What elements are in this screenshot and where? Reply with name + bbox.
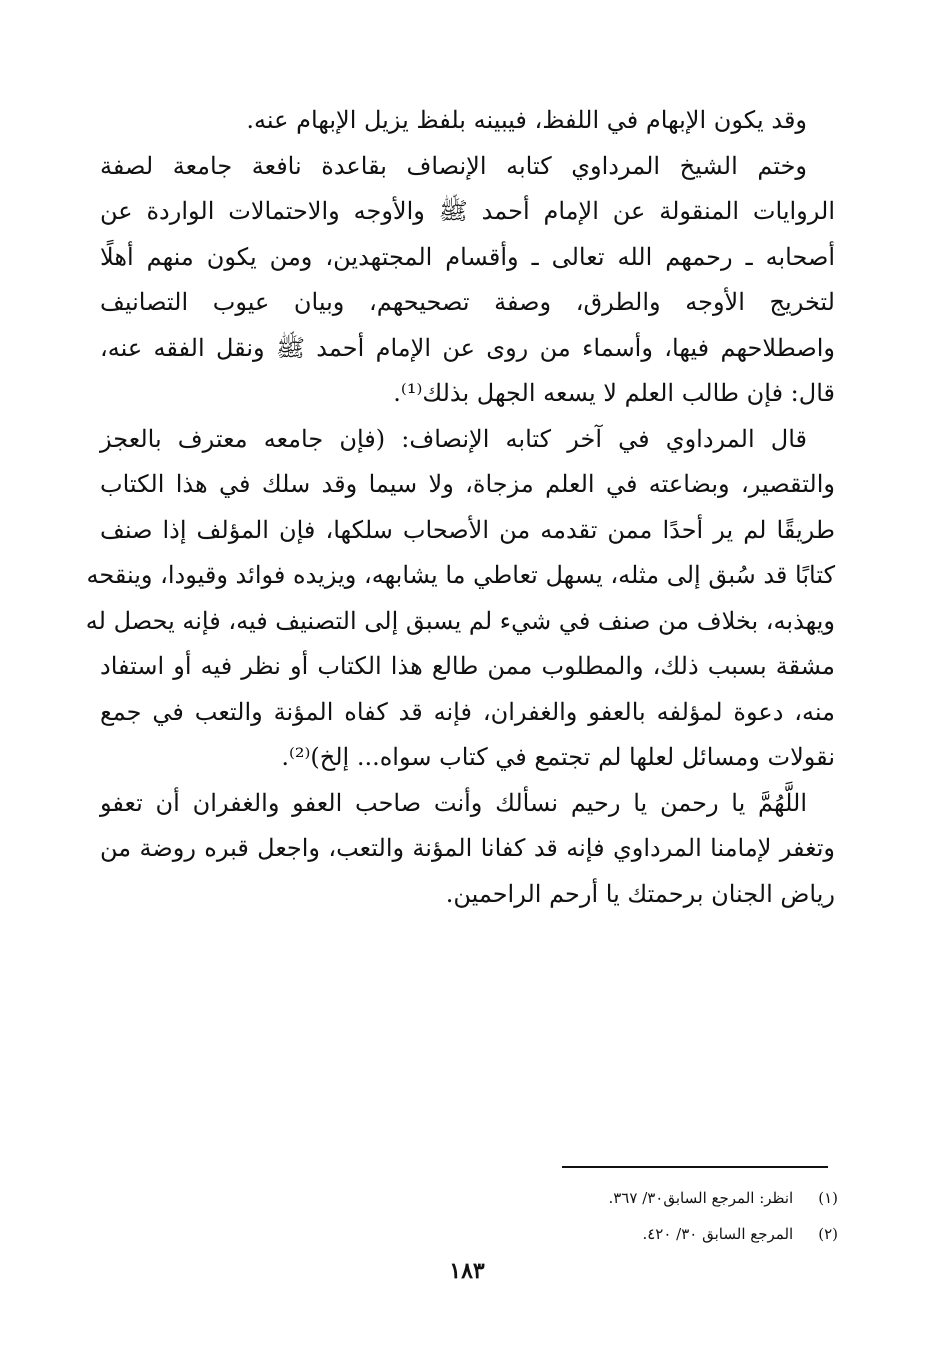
- text-line: نقولات ومسائل لعلها لم تجتمع في كتاب سواه... إلخ)⁽²⁾.: [281, 743, 835, 771]
- footnote-number: (١): [818, 1189, 838, 1207]
- footnotes: [430, 1180, 838, 1252]
- footnote-separator: [562, 1166, 828, 1168]
- text-line: وختم الشيخ المرداوي كتابه الإنصاف بقاعدة نافعة جامعة لصفة: [100, 151, 807, 180]
- text-line: وتغفر لإمامنا المرداوي فإنه قد كفانا المؤنة والتعب، واجعل قبره روضة من: [100, 834, 835, 862]
- text-line: كتابًا قد سُبق إلى مثله، يسهل تعاطي ما يشابهه، ويزيده فوائد وقيودا، وينقحه: [86, 561, 835, 589]
- footnote: [430, 1216, 838, 1252]
- text-line: لتخريج الأوجه والطرق، وصفة تصحيحهم، وبيان عيوب التصانيف: [100, 288, 835, 316]
- footnote: [430, 1180, 838, 1216]
- footnote-text: انظر: المرجع السابق٣٠/ ٣٦٧.: [608, 1189, 794, 1207]
- text-line: واصطلاحهم فيها، وأسماء من روى عن الإمام أحمد ﷺ ونقل الفقه عنه،: [100, 333, 835, 362]
- text-line: اللَّهُمَّ يا رحمن يا رحيم نسألك وأنت صاحب العفو والغفران أن تعفو: [100, 788, 807, 817]
- text-line: قال: فإن طالب العلم لا يسعه الجهل بذلك⁽¹⁾.: [393, 379, 835, 407]
- text-line: ويهذبه، بخلاف من صنف في شيء لم يسبق إلى التصنيف فيه، فإنه يحصل له: [85, 606, 835, 635]
- main-text: [85, 98, 835, 917]
- text-line: رياض الجنان برحمتك يا أرحم الراحمين.: [445, 879, 835, 908]
- text-line: قال المرداوي في آخر كتابه الإنصاف: (فإن جامعه معترف بالعجز: [100, 424, 807, 453]
- text-line: وقد يكون الإبهام في اللفظ، فيبينه بلفظ يزيل الإبهام عنه.: [246, 106, 807, 134]
- footnote-number: (٢): [818, 1225, 838, 1243]
- text-line: طريقًا لم ير أحدًا ممن تقدمه من الأصحاب سلكها، فإن المؤلف إذا صنف: [100, 515, 835, 544]
- text-line: أصحابه ـ رحمهم الله تعالى ـ وأقسام المجتهدين، ومن يكون منهم أهلًا: [100, 242, 835, 271]
- text-line: الروايات المنقولة عن الإمام أحمد ﷺ والأوجه والاحتمالات الواردة عن: [100, 197, 835, 225]
- text-line: مشقة بسبب ذلك، والمطلوب ممن طالع هذا الكتاب أو نظر فيه أو استفاد: [100, 652, 835, 680]
- text-line: والتقصير، وبضاعته في العلم مزجاة، ولا سيما وقد سلك في هذا الكتاب: [100, 470, 835, 498]
- footnote-text: المرجع السابق ٣٠/ ٤٢٠.: [642, 1225, 794, 1243]
- text-line: منه، دعوة لمؤلفه بالعفو والغفران، فإنه قد كفاه المؤنة والتعب في جمع: [100, 697, 835, 726]
- page-number: ١٨٣: [449, 1258, 485, 1284]
